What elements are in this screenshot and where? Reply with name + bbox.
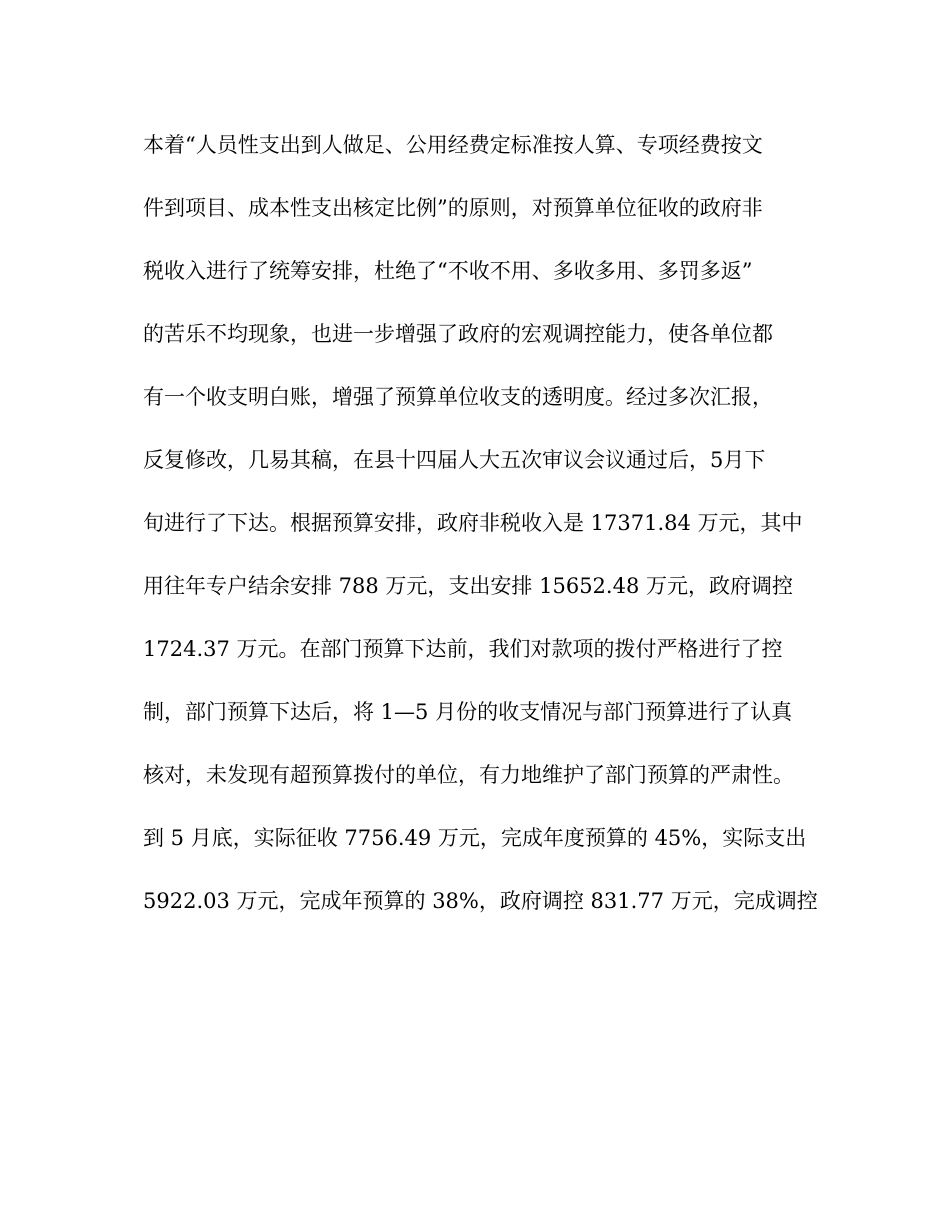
text-line: 本着“人员性支出到人做足、公用经费定标准按人算、专项经费按文 xyxy=(143,133,763,157)
text-line: 旬进行了下达。根据预算安排，政府非税收入是 17371.84 万元，其中 xyxy=(143,511,803,535)
text-line: 5922.03 万元，完成年预算的 38%，政府调控 831.77 万元，完成调控 xyxy=(143,889,818,913)
text-line: 反复修改，几易其稿，在县十四届人大五次审议会议通过后，5月下 xyxy=(143,448,766,472)
text-line: 税收入进行了统筹安排，杜绝了“不收不用、多收多用、多罚多返” xyxy=(143,259,753,283)
text-line: 用往年专户结余安排 788 万元，支出安排 15652.48 万元，政府调控 xyxy=(143,574,793,598)
text-line: 制，部门预算下达后，将 1—5 月份的收支情况与部门预算进行了认真 xyxy=(143,700,793,724)
body-text xyxy=(143,114,823,933)
text-line: 有一个收支明白账，增强了预算单位收支的透明度。经过多次汇报， xyxy=(143,385,773,409)
text-line: 1724.37 万元。在部门预算下达前，我们对款项的拨付严格进行了控 xyxy=(143,637,783,661)
text-line: 的苦乐不均现象，也进一步增强了政府的宏观调控能力，使各单位都 xyxy=(143,322,773,346)
text-line: 核对，未发现有超预算拨付的单位，有力地维护了部门预算的严肃性。 xyxy=(143,763,794,787)
text-line: 件到项目、成本性支出核定比例”的原则，对预算单位征收的政府非 xyxy=(143,196,763,220)
text-line: 到 5 月底，实际征收 7756.49 万元，完成年度预算的 45%，实际支出 xyxy=(143,826,807,850)
